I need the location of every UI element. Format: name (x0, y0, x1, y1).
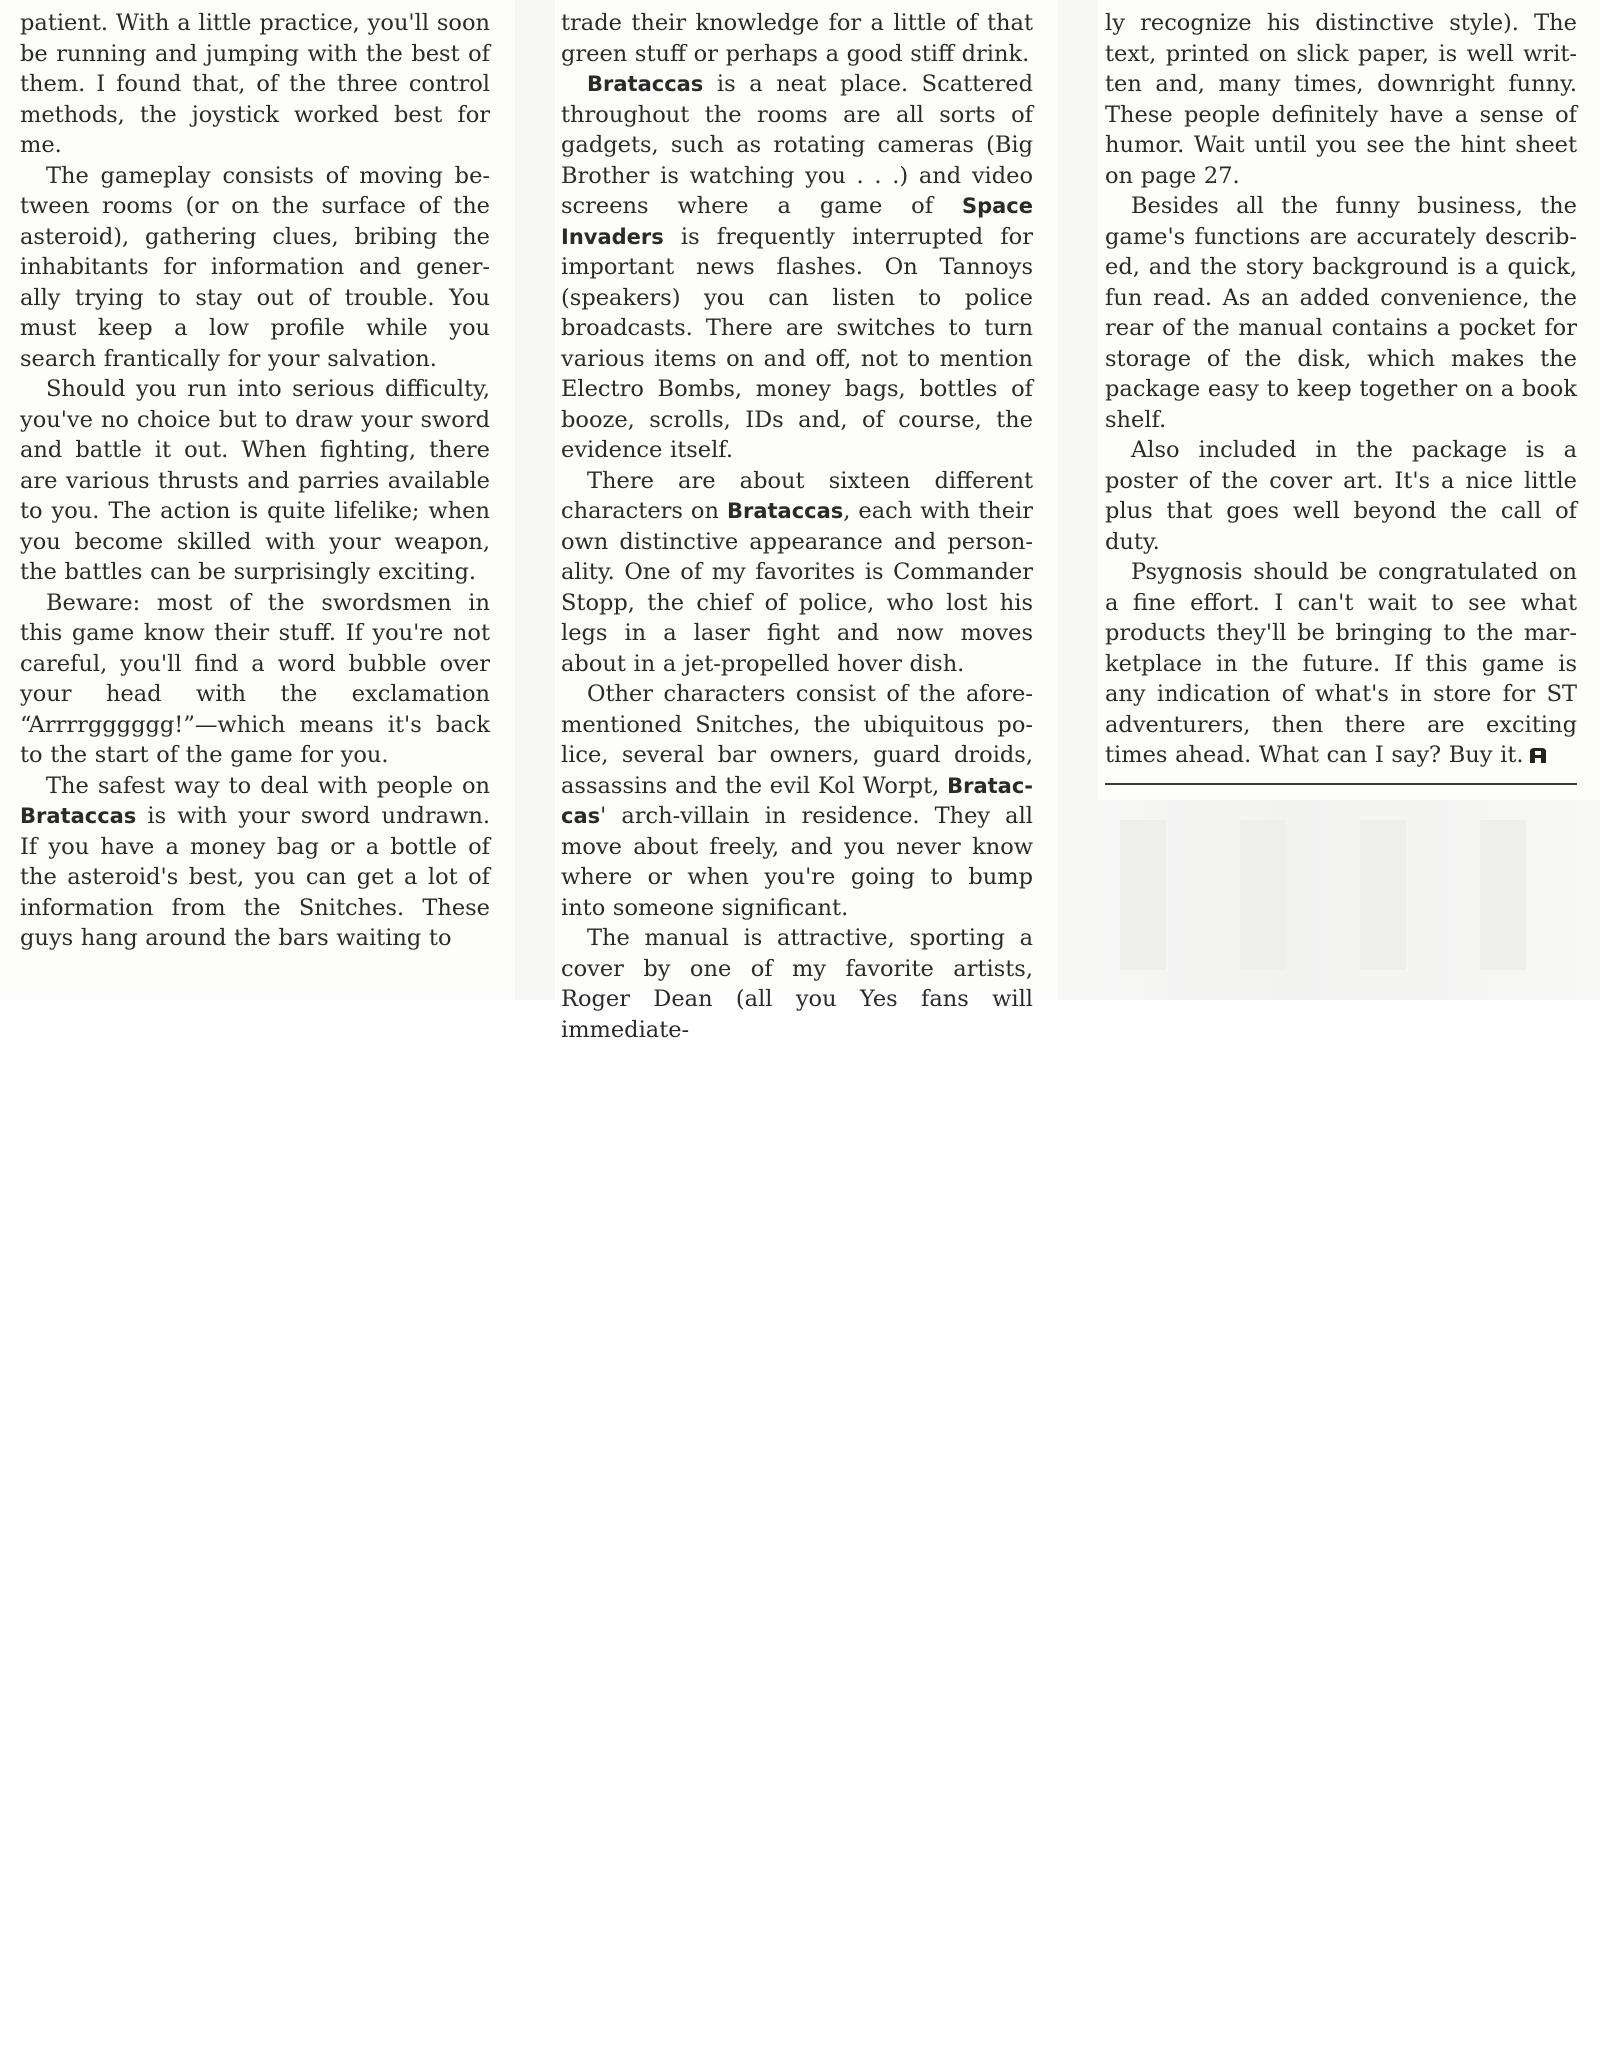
paragraph-text: trade their knowledge for a little of that green stuff or perhaps a good stiff drink. (561, 10, 1033, 67)
article-column-2 (561, 8, 1033, 1045)
paragraph-text: Psygnosis should be congratulated on a fine effort. I can't wait to see what products they'll be bringing to the marketplace in the future. If this game is any indication of what's in store for ST adventurers, then there are exciting times ahead. What can I say? Buy it. (1105, 559, 1577, 768)
end-of-article-icon (1528, 747, 1548, 764)
paragraph-text: patient. With a little practice, you'll soon be running and jumping with the best of them. I found that, of the three control methods, the joystick worked best for me. (20, 10, 490, 158)
game-title-text: Brataccas (726, 499, 844, 523)
paragraph-text: Other characters consist of the aforementioned Snitches, the ubiquitous police, several bar owners, guard droids, assassins and the evil Kol Worpt, (561, 681, 1033, 799)
paragraph-text: The safest way to deal with people on (46, 772, 490, 799)
game-title-text: Space Invaders (561, 194, 1033, 249)
article-paragraph (561, 8, 1033, 69)
paragraph-text: Should you run into serious difficulty, you've no choice but to draw your sword and battle it out. When fighting, there are various thrusts and parries available to you. The action is quite lifelike; when you become skilled with your weapon, the battles can be surprisingly exciting. (20, 376, 490, 585)
paragraph-text: , each with their own distinctive appearance and personality. One of my favorites is Commander Stopp, the chief of police, who lost his legs in a laser fight and now moves about in a jet-propelled hover dish. (561, 498, 1034, 677)
paragraph-text: The gameplay consists of moving between rooms (or on the surface of the asteroid), gathering clues, bribing the inhabitants for information and generally trying to stay out of trouble. You must keep a low profile while you search frantically for your salvation. (20, 162, 490, 372)
article-paragraph (1105, 8, 1577, 191)
game-title-text: Brataccas (561, 773, 1033, 828)
game-title-text: Brataccas (20, 804, 137, 828)
article-paragraph (20, 8, 490, 161)
paragraph-text: There are about sixteen different characters on (561, 467, 1033, 524)
column-gutter (515, 0, 555, 1000)
article-paragraph (1105, 191, 1577, 435)
paragraph-text: is a neat place. Scattered throughout the rooms are all sorts of gadgets, such as rotating cameras (Big Brother is watching you . . .) and video screens where a game of (561, 71, 1033, 219)
article-paragraph (20, 374, 490, 588)
paragraph-text: is with your sword undrawn. If you have a money bag or a bottle of the asteroid's best, you can get a lot of information from the Snitches. These guys hang around the bars waiting to (20, 803, 490, 951)
paragraph-text: Beware: most of the swordsmen in this game know their stuff. If you're not careful, you'll find a word bubble over your head with the exclamation “Arrrrgggggg!”—which means it's back to the start of the game for you. (20, 589, 490, 768)
faded-print-bleed (1090, 800, 1600, 1000)
paragraph-text: Besides all the funny business, the game's functions are accurately described, and the story background is a quick, fun read. As an added convenience, the rear of the manual contains a pocket for storage of the disk, which makes the package easy to keep together on a book shelf. (1105, 193, 1577, 433)
article-paragraph (20, 588, 490, 771)
paragraph-text: Also included in the package is a poster of the cover art. It's a nice little plus that goes well beyond the call of duty. (1105, 437, 1577, 555)
article-column-3 (1105, 8, 1577, 771)
article-paragraph (20, 771, 490, 954)
article-paragraph (561, 466, 1033, 680)
article-column-1 (20, 8, 490, 954)
paragraph-text: ' arch-villain in residence. They all move about freely, and you never know where or when you're going to bump into someone significant. (561, 803, 1033, 921)
article-end-rule (1105, 783, 1577, 785)
paragraph-text: ly recognize his distinctive style). The text, printed on slick paper, is well written and, many times, downright funny. These people definitely have a sense of humor. Wait until you see the hint sheet on page 27. (1105, 10, 1577, 189)
article-paragraph (561, 679, 1033, 923)
article-paragraph (20, 161, 490, 375)
article-paragraph (1105, 435, 1577, 557)
paragraph-text: The manual is attractive, sporting a cover by one of my favorite artists, Roger Dean (all you Yes fans will immediate- (561, 925, 1033, 1043)
paragraph-text: is frequently interrupted for important news flashes. On Tannoys (speakers) you can listen to police broadcasts. There are switches to turn various items on and off, not to mention Electro Bombs, money bags, bottles of booze, scrolls, IDs and, of course, the evidence itself. (561, 223, 1033, 463)
article-paragraph (561, 923, 1033, 1045)
article-paragraph (561, 69, 1033, 466)
article-paragraph (1105, 557, 1577, 771)
game-title-text: Brataccas (587, 72, 704, 96)
